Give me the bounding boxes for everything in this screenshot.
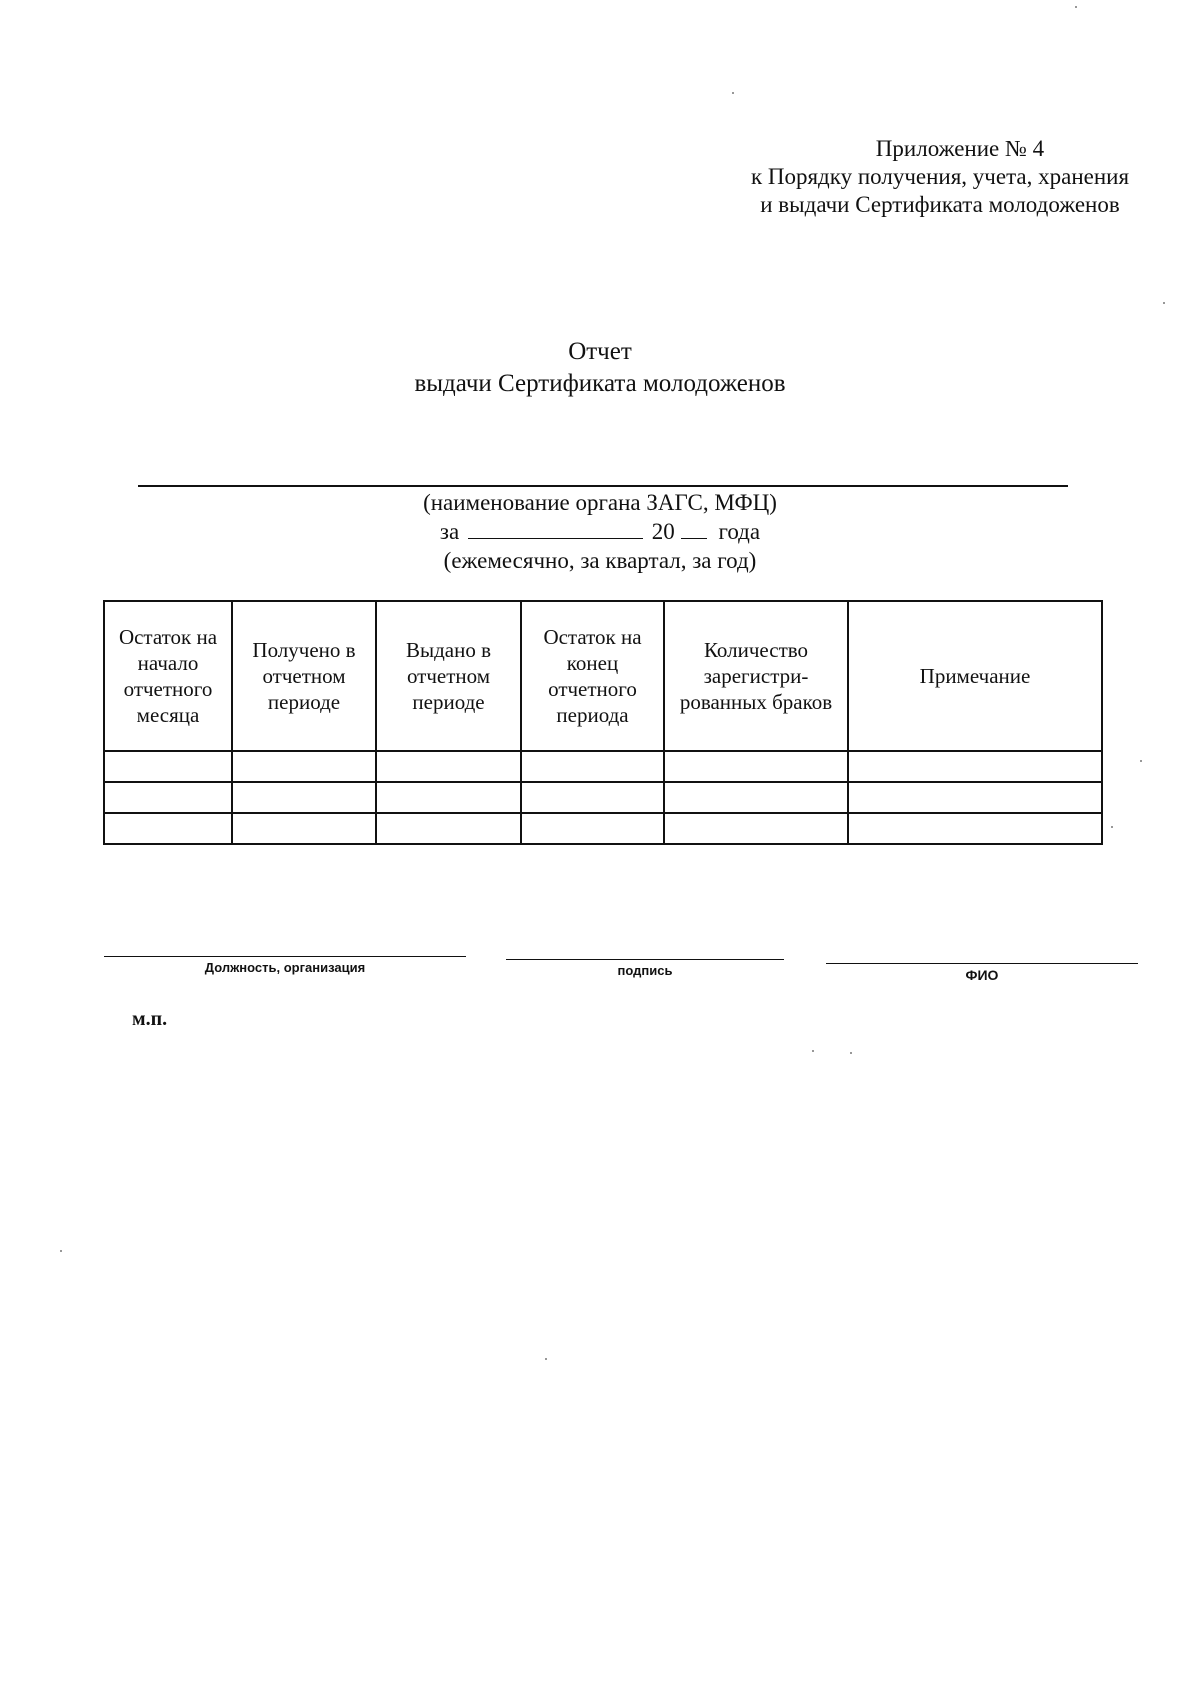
table-cell[interactable] [521,751,664,782]
header-marriages-count: Количество зарегистри-рованных браков [664,601,848,751]
position-caption: Должность, организация [204,960,366,975]
period-blank[interactable] [468,520,643,539]
year-blank[interactable] [681,520,707,539]
table-cell[interactable] [376,813,521,844]
report-table [103,600,1103,845]
table-cell[interactable] [104,813,232,844]
scan-speck [60,1250,62,1252]
table-cell[interactable] [232,782,376,813]
table-cell[interactable] [104,751,232,782]
position-signature-line[interactable] [104,956,466,957]
table-row [104,782,1102,813]
period-caption: (ежемесячно, за квартал, за год) [443,548,757,573]
table-cell[interactable] [521,813,664,844]
table-cell[interactable] [848,751,1102,782]
appendix-number: Приложение № 4 [875,136,1045,161]
table-cell[interactable] [521,782,664,813]
table-cell[interactable] [232,751,376,782]
table-row [104,813,1102,844]
report-title [300,336,900,400]
name-signature-line[interactable] [826,963,1138,964]
appendix-reference-line-2: и выдачи Сертификата молодоженов [760,192,1120,217]
table-cell[interactable] [848,782,1102,813]
header-notes: Примечание [848,601,1102,751]
header-balance-end: Остаток на конец отчетного периода [521,601,664,751]
header-received: Получено в отчетном периоде [232,601,376,751]
name-caption: ФИО [965,967,999,983]
scan-speck [1163,302,1165,304]
table-cell[interactable] [664,813,848,844]
scan-speck [1140,760,1142,762]
header-balance-start: Остаток на начало отчетного месяца [104,601,232,751]
appendix-reference-line-1: к Порядку получения, учета, хранения [750,164,1130,189]
table-cell[interactable] [848,813,1102,844]
table-cell[interactable] [232,813,376,844]
scan-speck [812,1050,814,1052]
table-cell[interactable] [664,751,848,782]
reporting-period-line [300,518,900,546]
table-cell[interactable] [376,782,521,813]
table-row [104,751,1102,782]
table-cell[interactable] [104,782,232,813]
scan-speck [850,1052,852,1054]
scan-speck [1111,826,1113,828]
appendix-block [740,135,1140,219]
period-prefix: за [439,519,460,544]
scan-speck [732,92,734,94]
table-cell[interactable] [664,782,848,813]
header-issued: Выдано в отчетном периоде [376,601,521,751]
organization-name-line[interactable] [138,485,1068,487]
organization-name-caption: (наименование органа ЗАГС, МФЦ) [423,490,777,515]
period-year-prefix: 20 [651,519,675,544]
scan-speck [1075,6,1077,8]
report-title-line-1: Отчет [568,338,632,365]
table-header-row [104,601,1102,751]
scan-speck [545,1358,547,1360]
signature-caption: подпись [617,963,673,978]
signature-line[interactable] [506,959,784,960]
stamp-placeholder: м.п. [132,1008,168,1030]
table-cell[interactable] [376,751,521,782]
period-suffix: года [718,519,761,544]
report-title-line-2: выдачи Сертификата молодоженов [414,370,786,397]
